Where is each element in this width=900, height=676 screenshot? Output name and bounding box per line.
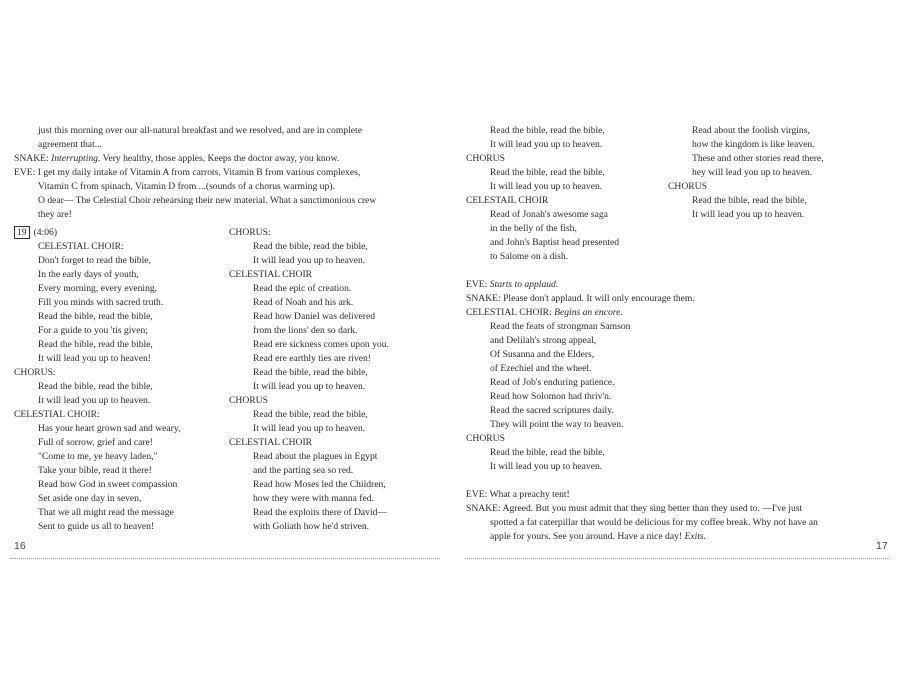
line-text: Take your bible, read it there! xyxy=(38,465,152,476)
line-text: In the early days of youth, xyxy=(38,269,139,280)
text-line xyxy=(229,324,444,338)
right-lyrics-column-1 xyxy=(466,124,666,264)
text-line xyxy=(668,138,893,152)
speaker-name: CELESTIAL CHOIR: xyxy=(466,307,552,318)
line-text: Full of sorrow, grief and care! xyxy=(38,437,153,448)
left-lyrics-column-2 xyxy=(229,226,444,534)
text-line xyxy=(229,380,444,394)
right-lower-dialogue xyxy=(466,278,896,544)
text-line xyxy=(14,180,444,194)
text-line xyxy=(14,464,224,478)
line-text: in the belly of the fish, xyxy=(490,223,577,234)
text-line xyxy=(668,208,893,222)
line-text: Read the bible, read the bible, xyxy=(253,241,368,252)
text-line xyxy=(229,506,444,520)
left-lyrics-column-1 xyxy=(14,240,224,534)
left-intro-dialogue xyxy=(14,124,444,222)
line-text: Read the bible, read the bible, xyxy=(490,125,605,136)
text-line xyxy=(229,422,444,436)
page-bottom-rule-left xyxy=(10,558,440,559)
line-text: Every morning, every evening, xyxy=(38,283,158,294)
text-line xyxy=(466,446,896,460)
speaker-name: EVE: xyxy=(466,489,488,500)
line-text: Read the bible, read the bible, xyxy=(38,339,153,350)
line-text: and John's Baptist head presented xyxy=(490,237,620,248)
text-line xyxy=(466,152,666,166)
text-line xyxy=(14,492,224,506)
text-line xyxy=(668,152,893,166)
stage-direction: Starts to applaud. xyxy=(489,279,559,290)
line-text: apple for yours. See you around. Have a nice day! xyxy=(490,531,683,542)
line-text: they are! xyxy=(38,209,72,220)
line-text: Read how God in sweet compassion xyxy=(38,479,178,490)
line-text: Read about the foolish virgins, xyxy=(692,125,810,136)
text-line xyxy=(466,180,666,194)
stage-direction: Begins an encore. xyxy=(554,307,623,318)
line-text: how the kingdom is like leaven. xyxy=(692,139,815,150)
text-line xyxy=(14,138,444,152)
text-line xyxy=(466,166,666,180)
line-text: These and other stories read there, xyxy=(692,153,824,164)
text-line xyxy=(466,432,896,446)
text-line xyxy=(14,352,224,366)
text-line xyxy=(229,478,444,492)
text-line xyxy=(466,250,666,264)
line-text: CELESTIAL CHOIR: xyxy=(14,409,100,420)
text-line xyxy=(466,362,896,376)
line-text: Has your heart grown sad and weary, xyxy=(38,423,181,434)
line-text: CELESTIAL CHOIR: xyxy=(38,241,124,252)
text-line xyxy=(466,320,896,334)
line-text: CHORUS xyxy=(668,181,707,192)
speaker-name: SNAKE: xyxy=(466,503,501,514)
line-text: Fill you minds with sacred truth. xyxy=(38,297,164,308)
text-line xyxy=(14,124,444,138)
line-text: Sent to guide us all to heaven! xyxy=(38,521,155,532)
text-line xyxy=(466,292,896,306)
text-line xyxy=(466,334,896,348)
line-text: Read the bible, read the bible, xyxy=(253,409,368,420)
line-text: Read of Noah and his ark. xyxy=(253,297,354,308)
line-text: It will lead you up to heaven! xyxy=(38,353,151,364)
line-text: CHORUS xyxy=(466,153,505,164)
text-line xyxy=(668,124,893,138)
line-text: Agreed. But you must admit that they sing better than they used to. —I've just xyxy=(502,503,803,514)
line-text: Read ere sickness comes upon you. xyxy=(253,339,389,350)
stage-direction: Interrupting. xyxy=(51,153,101,164)
line-text: What a preachy tent! xyxy=(489,489,570,500)
text-line xyxy=(229,254,444,268)
text-line xyxy=(14,394,224,408)
line-text: spotted a fat caterpillar that would be delicious for my coffee break. Why not have an xyxy=(490,517,818,528)
text-line xyxy=(229,296,444,310)
text-line xyxy=(229,520,444,534)
line-text: Vitamin C from spinach, Vitamin D from ...(sounds of a chorus warming up). xyxy=(38,181,335,192)
text-line xyxy=(668,166,893,180)
text-line xyxy=(14,408,224,422)
text-line xyxy=(668,180,893,194)
track-time: (4:06) xyxy=(33,227,58,238)
line-text: Read the sacred scriptures daily. xyxy=(490,405,614,416)
line-text: Very healthy, those apples. Keeps the doctor away, you know. xyxy=(102,153,340,164)
speaker-name: EVE: xyxy=(14,167,36,178)
right-page xyxy=(450,0,900,676)
text-line xyxy=(14,506,224,520)
line-text: Don't forget to read the bible, xyxy=(38,255,151,266)
line-text: from the lions' den so dark. xyxy=(253,325,358,336)
text-line xyxy=(229,450,444,464)
text-line xyxy=(229,352,444,366)
text-line xyxy=(14,366,224,380)
line-text: Read the bible, read the bible, xyxy=(38,311,153,322)
text-line xyxy=(229,338,444,352)
line-text: Read how Moses led the Children, xyxy=(253,479,386,490)
text-line xyxy=(466,236,666,250)
line-text: It will lead you up to heaven. xyxy=(490,181,603,192)
line-text: agreement that... xyxy=(38,139,102,150)
text-line xyxy=(668,194,893,208)
line-text: Read about the plagues in Egypt xyxy=(253,451,378,462)
text-line xyxy=(229,268,444,282)
line-text: CELESTIAL CHOIR xyxy=(229,269,313,280)
text-line xyxy=(229,436,444,450)
speaker-name: SNAKE: xyxy=(466,293,501,304)
line-text: O dear— The Celestial Choir rehearsing their new material. What a sanctimonious crew xyxy=(38,195,377,206)
text-line xyxy=(229,310,444,324)
line-text: It will lead you up to heaven. xyxy=(490,461,603,472)
blank-line xyxy=(466,474,896,488)
line-text: That we all might read the message xyxy=(38,507,174,518)
line-text: Read of Jonah's awesome saga xyxy=(490,209,608,220)
page-number-left: 16 xyxy=(14,540,26,552)
stage-direction: Exits. xyxy=(684,531,707,542)
line-text: with Goliath how he'd striven. xyxy=(253,521,370,532)
text-line xyxy=(229,226,444,240)
text-line xyxy=(14,380,224,394)
line-text: Read the bible, read the bible, xyxy=(253,367,368,378)
line-text: It will lead you up to heaven. xyxy=(692,209,805,220)
line-text: Of Susanna and the Elders, xyxy=(490,349,595,360)
text-line xyxy=(466,460,896,474)
line-text: It will lead you up to heaven. xyxy=(253,255,366,266)
line-text: "Come to me, ye heavy laden," xyxy=(38,451,158,462)
text-line xyxy=(466,516,896,530)
text-line xyxy=(466,124,666,138)
text-line xyxy=(14,268,224,282)
line-text: how they were with manna fed. xyxy=(253,493,374,504)
text-line xyxy=(466,208,666,222)
text-line xyxy=(14,208,444,222)
text-line xyxy=(466,530,896,544)
line-text: Set aside one day in seven, xyxy=(38,493,142,504)
text-line xyxy=(14,422,224,436)
text-line xyxy=(466,222,666,236)
line-text: and Delilah's strong appeal, xyxy=(490,335,597,346)
line-text: CHORUS: xyxy=(229,227,271,238)
text-line xyxy=(229,464,444,478)
track-number: 19 xyxy=(14,226,30,239)
speaker-name: EVE: xyxy=(466,279,488,290)
line-text: For a guide to you 'tis given; xyxy=(38,325,148,336)
line-text: just this morning over our all-natural breakfast and we resolved, and are in complete xyxy=(38,125,362,136)
text-line xyxy=(466,376,896,390)
line-text: Read the epic of creation. xyxy=(253,283,352,294)
line-text: It will lead you up to heaven. xyxy=(490,139,603,150)
text-line xyxy=(14,152,444,166)
text-line xyxy=(466,390,896,404)
text-line xyxy=(14,520,224,534)
text-line xyxy=(14,324,224,338)
line-text: It will lead you up to heaven. xyxy=(38,395,151,406)
line-text: CHORUS: xyxy=(14,367,56,378)
line-text: Read the bible, read the bible, xyxy=(490,447,605,458)
line-text: They will point the way to heaven. xyxy=(490,419,624,430)
text-line xyxy=(229,366,444,380)
right-lyrics-column-2 xyxy=(668,124,893,222)
text-line xyxy=(14,282,224,296)
text-line xyxy=(229,408,444,422)
text-line xyxy=(14,310,224,324)
speaker-name: SNAKE: xyxy=(14,153,49,164)
text-line xyxy=(14,450,224,464)
line-text: CHORUS xyxy=(229,395,268,406)
speaker-name: CHORUS xyxy=(466,433,505,444)
line-text: Read the exploits there of David— xyxy=(253,507,388,518)
line-text: Read the bible, read the bible, xyxy=(692,195,807,206)
page-bottom-rule-right xyxy=(465,558,890,559)
page-number-right: 17 xyxy=(876,540,888,552)
line-text: CELESTAIL CHOIR xyxy=(466,195,549,206)
line-text: and the parting sea so red. xyxy=(253,465,354,476)
text-line xyxy=(229,240,444,254)
text-line xyxy=(14,166,444,180)
text-line xyxy=(466,348,896,362)
text-line xyxy=(14,254,224,268)
text-line xyxy=(466,502,896,516)
text-line xyxy=(14,296,224,310)
track-marker xyxy=(14,226,57,240)
line-text: Please don't applaud. It will only encourage them. xyxy=(503,293,695,304)
line-text: Read the bible, read the bible, xyxy=(490,167,605,178)
text-line xyxy=(229,394,444,408)
text-line xyxy=(466,194,666,208)
line-text: of Ezechiel and the wheel. xyxy=(490,363,592,374)
text-line xyxy=(14,194,444,208)
text-line xyxy=(466,306,896,320)
text-line xyxy=(14,436,224,450)
line-text: It will lead you up to heaven. xyxy=(253,381,366,392)
line-text: It will lead you up to heaven. xyxy=(253,423,366,434)
line-text: CELESTIAL CHOIR xyxy=(229,437,313,448)
line-text: I get my daily intake of Vitamin A from carrots, Vitamin B from various complexes, xyxy=(37,167,361,178)
text-line xyxy=(466,488,896,502)
line-text: Read of Job's enduring patience. xyxy=(490,377,615,388)
text-line xyxy=(14,240,224,254)
text-line xyxy=(466,418,896,432)
line-text: Read how Solomon had thriv'n. xyxy=(490,391,612,402)
line-text: to Salome on a dish. xyxy=(490,251,569,262)
text-line xyxy=(14,478,224,492)
line-text: Read ere earthly ties are riven! xyxy=(253,353,371,364)
text-line xyxy=(466,138,666,152)
line-text: Read the feats of strongman Samson xyxy=(490,321,631,332)
line-text: Read the bible, read the bible, xyxy=(38,381,153,392)
text-line xyxy=(466,404,896,418)
line-text: Read how Daniel was delivered xyxy=(253,311,376,322)
text-line xyxy=(229,282,444,296)
line-text: hey will lead you up to heaven. xyxy=(692,167,813,178)
text-line xyxy=(466,278,896,292)
text-line xyxy=(229,492,444,506)
text-line xyxy=(14,338,224,352)
